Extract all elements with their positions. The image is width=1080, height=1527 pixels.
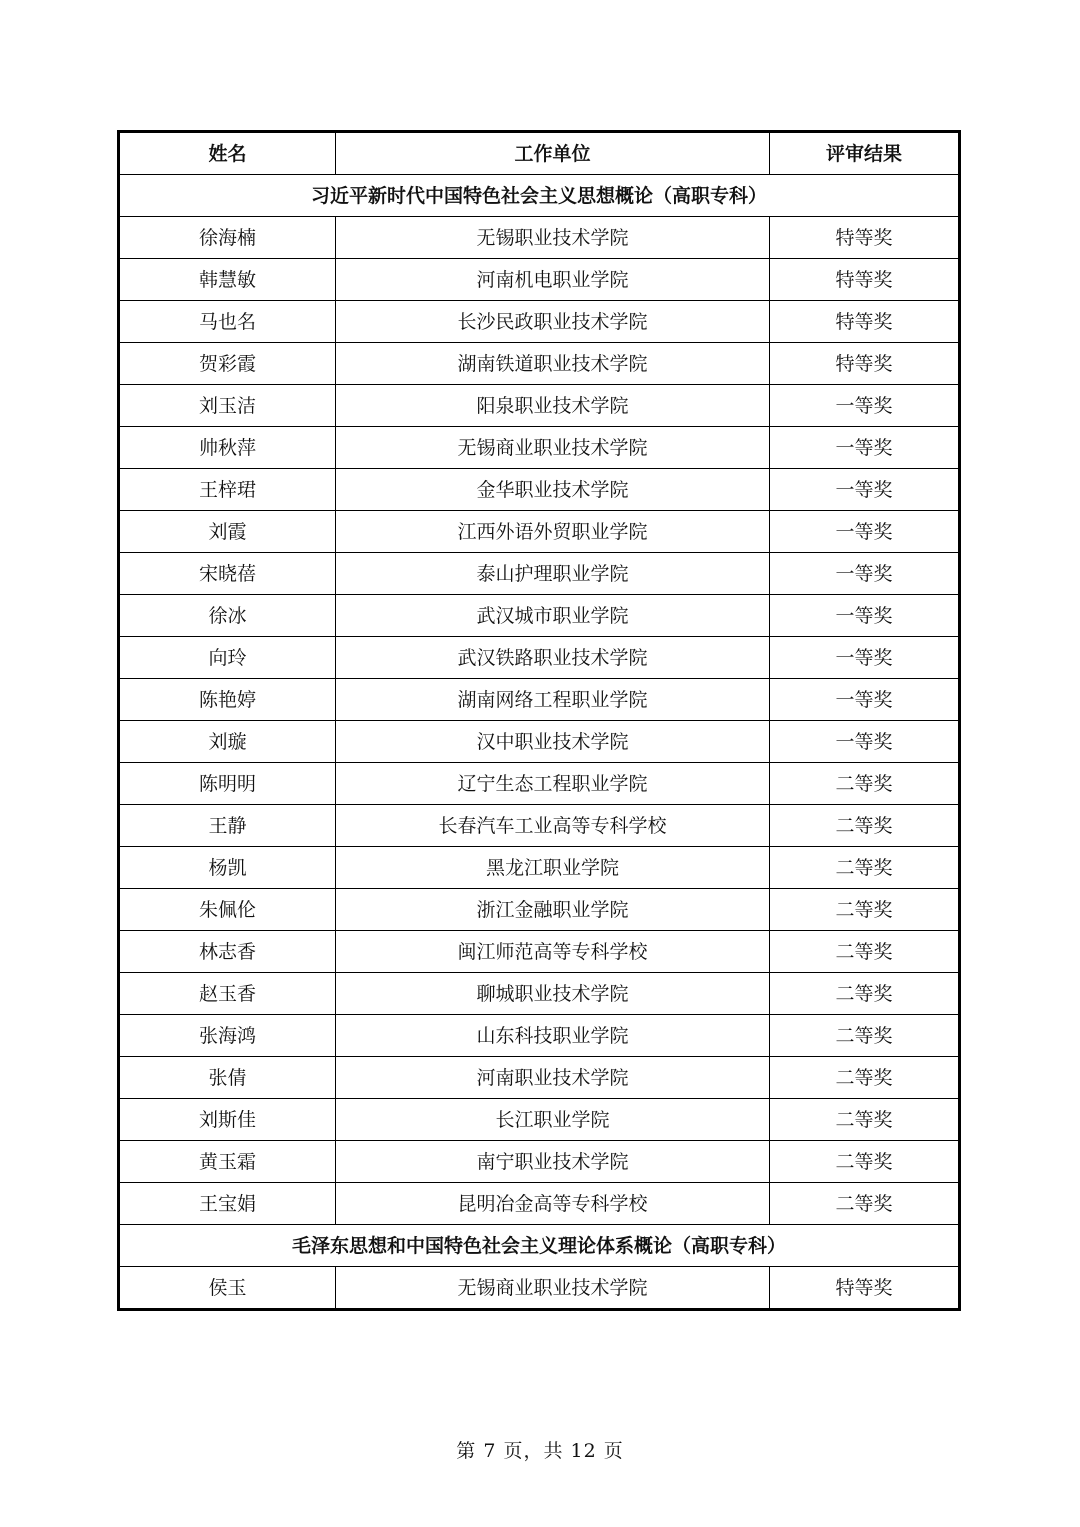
header-name: 姓名 bbox=[119, 132, 336, 175]
cell-name: 贺彩霞 bbox=[119, 343, 336, 385]
cell-work-unit: 长江职业学院 bbox=[336, 1099, 770, 1141]
cell-result: 二等奖 bbox=[770, 1141, 960, 1183]
cell-work-unit: 浙江金融职业学院 bbox=[336, 889, 770, 931]
cell-name: 杨凯 bbox=[119, 847, 336, 889]
cell-work-unit: 武汉城市职业学院 bbox=[336, 595, 770, 637]
header-work-unit: 工作单位 bbox=[336, 132, 770, 175]
table-row bbox=[119, 385, 960, 427]
cell-name: 王静 bbox=[119, 805, 336, 847]
cell-name: 宋晓蓓 bbox=[119, 553, 336, 595]
cell-name: 王宝娟 bbox=[119, 1183, 336, 1225]
table-row bbox=[119, 973, 960, 1015]
cell-work-unit: 山东科技职业学院 bbox=[336, 1015, 770, 1057]
table-row bbox=[119, 1267, 960, 1310]
table-row bbox=[119, 889, 960, 931]
cell-name: 陈艳婷 bbox=[119, 679, 336, 721]
cell-work-unit: 江西外语外贸职业学院 bbox=[336, 511, 770, 553]
cell-work-unit: 无锡商业职业技术学院 bbox=[336, 1267, 770, 1310]
cell-result: 一等奖 bbox=[770, 595, 960, 637]
table-row bbox=[119, 1099, 960, 1141]
cell-work-unit: 南宁职业技术学院 bbox=[336, 1141, 770, 1183]
table-body bbox=[119, 175, 960, 1310]
cell-work-unit: 河南职业技术学院 bbox=[336, 1057, 770, 1099]
cell-result: 二等奖 bbox=[770, 1015, 960, 1057]
table-row bbox=[119, 805, 960, 847]
table-row bbox=[119, 427, 960, 469]
cell-work-unit: 湖南网络工程职业学院 bbox=[336, 679, 770, 721]
table-row bbox=[119, 511, 960, 553]
award-results-table bbox=[117, 130, 961, 1311]
cell-work-unit: 金华职业技术学院 bbox=[336, 469, 770, 511]
section-row bbox=[119, 1225, 960, 1267]
cell-result: 特等奖 bbox=[770, 217, 960, 259]
cell-name: 徐冰 bbox=[119, 595, 336, 637]
cell-work-unit: 汉中职业技术学院 bbox=[336, 721, 770, 763]
table-row bbox=[119, 553, 960, 595]
cell-result: 一等奖 bbox=[770, 637, 960, 679]
cell-name: 刘斯佳 bbox=[119, 1099, 336, 1141]
cell-name: 刘霞 bbox=[119, 511, 336, 553]
cell-result: 二等奖 bbox=[770, 847, 960, 889]
table-row bbox=[119, 679, 960, 721]
table-row bbox=[119, 847, 960, 889]
table-row bbox=[119, 217, 960, 259]
table-row bbox=[119, 1183, 960, 1225]
cell-work-unit: 泰山护理职业学院 bbox=[336, 553, 770, 595]
cell-work-unit: 武汉铁路职业技术学院 bbox=[336, 637, 770, 679]
cell-result: 一等奖 bbox=[770, 679, 960, 721]
cell-name: 徐海楠 bbox=[119, 217, 336, 259]
table-row bbox=[119, 763, 960, 805]
cell-name: 林志香 bbox=[119, 931, 336, 973]
cell-name: 王梓珺 bbox=[119, 469, 336, 511]
cell-work-unit: 阳泉职业技术学院 bbox=[336, 385, 770, 427]
cell-work-unit: 河南机电职业学院 bbox=[336, 259, 770, 301]
section-row bbox=[119, 175, 960, 217]
section-title: 习近平新时代中国特色社会主义思想概论（高职专科） bbox=[119, 175, 960, 217]
cell-name: 刘玉洁 bbox=[119, 385, 336, 427]
section-title: 毛泽东思想和中国特色社会主义理论体系概论（高职专科） bbox=[119, 1225, 960, 1267]
cell-result: 二等奖 bbox=[770, 931, 960, 973]
header-review-result: 评审结果 bbox=[770, 132, 960, 175]
cell-name: 朱佩伦 bbox=[119, 889, 336, 931]
table-row bbox=[119, 637, 960, 679]
table-row bbox=[119, 1015, 960, 1057]
cell-result: 一等奖 bbox=[770, 427, 960, 469]
cell-work-unit: 无锡职业技术学院 bbox=[336, 217, 770, 259]
cell-work-unit: 黑龙江职业学院 bbox=[336, 847, 770, 889]
cell-name: 刘璇 bbox=[119, 721, 336, 763]
cell-result: 一等奖 bbox=[770, 721, 960, 763]
cell-result: 二等奖 bbox=[770, 973, 960, 1015]
cell-name: 韩慧敏 bbox=[119, 259, 336, 301]
cell-work-unit: 湖南铁道职业技术学院 bbox=[336, 343, 770, 385]
cell-name: 张海鸿 bbox=[119, 1015, 336, 1057]
cell-name: 陈明明 bbox=[119, 763, 336, 805]
cell-work-unit: 无锡商业职业技术学院 bbox=[336, 427, 770, 469]
cell-name: 赵玉香 bbox=[119, 973, 336, 1015]
cell-work-unit: 昆明冶金高等专科学校 bbox=[336, 1183, 770, 1225]
table-row bbox=[119, 931, 960, 973]
cell-name: 马也名 bbox=[119, 301, 336, 343]
cell-result: 二等奖 bbox=[770, 1099, 960, 1141]
table-row bbox=[119, 721, 960, 763]
cell-result: 特等奖 bbox=[770, 259, 960, 301]
page-number: 第 7 页，共 12 页 bbox=[456, 1440, 624, 1462]
cell-name: 侯玉 bbox=[119, 1267, 336, 1310]
cell-result: 特等奖 bbox=[770, 301, 960, 343]
cell-result: 一等奖 bbox=[770, 553, 960, 595]
table-row bbox=[119, 259, 960, 301]
table-row bbox=[119, 1141, 960, 1183]
table-header-row bbox=[119, 132, 960, 175]
cell-result: 二等奖 bbox=[770, 805, 960, 847]
cell-result: 二等奖 bbox=[770, 763, 960, 805]
cell-result: 二等奖 bbox=[770, 1183, 960, 1225]
table-row bbox=[119, 595, 960, 637]
cell-result: 二等奖 bbox=[770, 889, 960, 931]
table-row bbox=[119, 1057, 960, 1099]
cell-work-unit: 闽江师范高等专科学校 bbox=[336, 931, 770, 973]
cell-work-unit: 辽宁生态工程职业学院 bbox=[336, 763, 770, 805]
cell-result: 一等奖 bbox=[770, 385, 960, 427]
cell-name: 张倩 bbox=[119, 1057, 336, 1099]
cell-name: 向玲 bbox=[119, 637, 336, 679]
table-row bbox=[119, 343, 960, 385]
cell-work-unit: 聊城职业技术学院 bbox=[336, 973, 770, 1015]
cell-result: 一等奖 bbox=[770, 511, 960, 553]
cell-work-unit: 长春汽车工业高等专科学校 bbox=[336, 805, 770, 847]
table-row bbox=[119, 301, 960, 343]
cell-work-unit: 长沙民政职业技术学院 bbox=[336, 301, 770, 343]
cell-name: 黄玉霜 bbox=[119, 1141, 336, 1183]
cell-result: 一等奖 bbox=[770, 469, 960, 511]
cell-result: 二等奖 bbox=[770, 1057, 960, 1099]
cell-result: 特等奖 bbox=[770, 1267, 960, 1310]
cell-name: 帅秋萍 bbox=[119, 427, 336, 469]
cell-result: 特等奖 bbox=[770, 343, 960, 385]
table-row bbox=[119, 469, 960, 511]
